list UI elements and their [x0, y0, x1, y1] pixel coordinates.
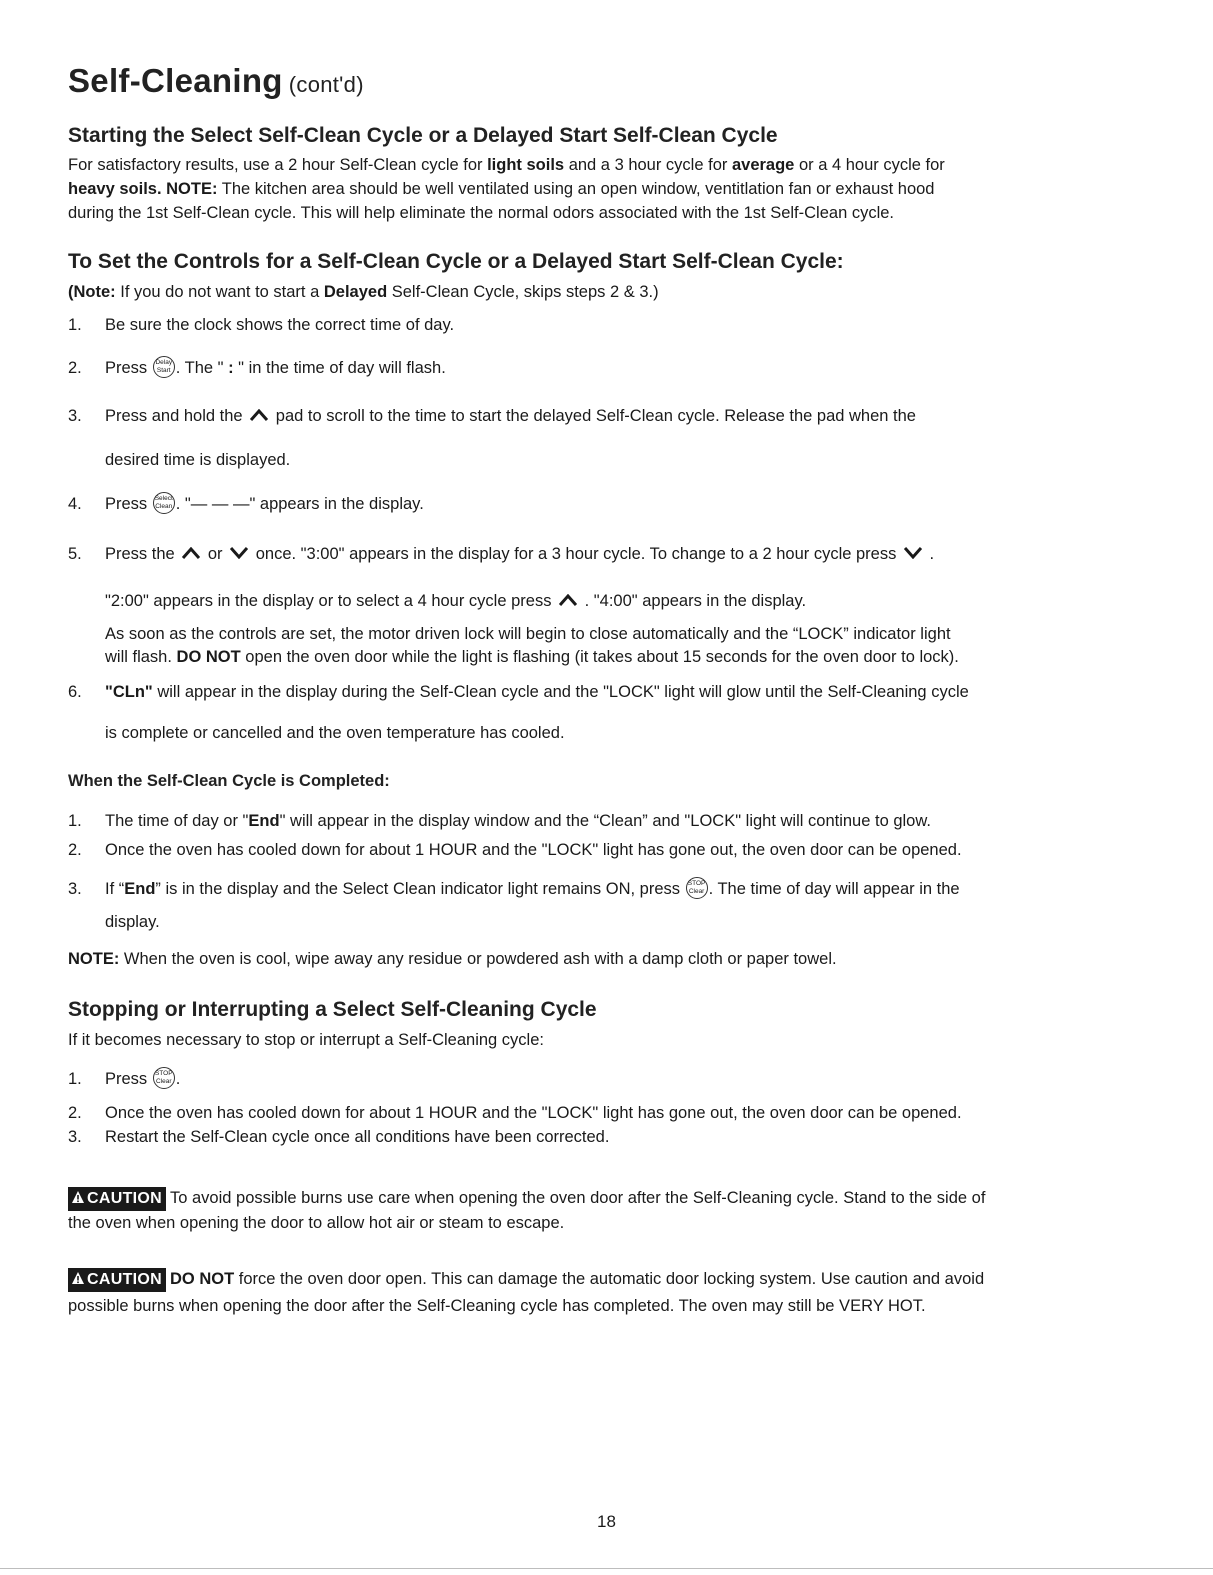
key-label: STOP [687, 879, 706, 887]
key-label: Start [156, 366, 171, 374]
step-text [105, 357, 446, 380]
text: once. "3:00" appears in the display for a 3 hour cycle. To change to a 2 hour cycle press [251, 545, 901, 563]
caution-line [68, 1187, 985, 1211]
text: . [175, 1070, 181, 1088]
step-text [105, 681, 969, 703]
step-number: 2. [68, 359, 82, 377]
key-label: Clear [155, 1077, 172, 1085]
list-item [0, 810, 1213, 832]
step-text [105, 810, 931, 832]
text: . [924, 545, 935, 563]
up-arrow-icon [250, 409, 268, 421]
stop-clear-key-icon [153, 1067, 175, 1089]
list-item [0, 543, 1213, 565]
text: Press the [105, 545, 180, 563]
bold-text: End [124, 880, 156, 898]
bold-text: light soils [487, 156, 565, 174]
delay-start-key-icon [153, 356, 175, 378]
step-number: 5. [68, 545, 82, 563]
step-text: Be sure the clock shows the correct time of day. [105, 316, 455, 334]
down-arrow-icon [904, 547, 922, 559]
step-number: 4. [68, 495, 82, 513]
down-arrow-icon [230, 547, 248, 559]
key-label: Select [154, 494, 173, 502]
caution-badge [68, 1268, 166, 1292]
text: Press [105, 359, 152, 377]
text: will appear in the display during the Self-Clean cycle and the "LOCK" light will glow until the Self-Cleaning cycle [152, 683, 969, 701]
key-label: Delay [155, 358, 173, 366]
section-heading-starting: Starting the Select Self-Clean Cycle or a Delayed Start Self-Clean Cycle [68, 124, 778, 147]
text: Press [105, 1070, 152, 1088]
step-number: 2. [68, 841, 82, 859]
bold-text: DO NOT [169, 1270, 235, 1288]
bold-text: average [731, 156, 795, 174]
text: . "4:00" appears in the display. [580, 592, 807, 610]
step-text: Once the oven has cooled down for about 1 HOUR and the "LOCK" light has gone out, the oven door can be opened. [105, 841, 962, 859]
caution-badge [68, 1187, 166, 1211]
text: and a 3 hour cycle for [564, 156, 732, 174]
step-text: Restart the Self-Clean cycle once all conditions have been corrected. [105, 1128, 610, 1146]
text: "2:00" appears in the display or to select a 4 hour cycle press [105, 592, 557, 610]
step-continuation: desired time is displayed. [105, 451, 291, 469]
text: " will appear in the display window and the “Clean” and "LOCK" light will continue to glow. [279, 812, 931, 830]
step-continuation [105, 646, 959, 668]
paragraph-line: during the 1st Self-Clean cycle. This will help eliminate the normal odors associated with the 1st Self-Clean cycle. [68, 204, 895, 222]
text: The kitchen area should be well ventilated using an open window, ventitlation fan or exhaust hood [217, 180, 935, 198]
text: When the oven is cool, wipe away any residue or powdered ash with a damp cloth or paper towel. [119, 950, 837, 968]
list-item [0, 681, 1213, 703]
text: If you do not want to start a [115, 283, 324, 301]
paragraph-line [68, 154, 945, 176]
caution-line: the oven when opening the door to allow hot air or steam to escape. [68, 1214, 565, 1232]
bold-text: heavy soils. NOTE: [68, 180, 218, 198]
text: or a 4 hour cycle for [794, 156, 945, 174]
text: . "— — —" appears in the display. [175, 495, 424, 513]
paragraph-line: If it becomes necessary to stop or interrupt a Self-Cleaning cycle: [68, 1031, 544, 1049]
bold-text: : [228, 359, 234, 377]
caution-label: CAUTION [87, 1271, 162, 1288]
key-label: STOP [154, 1069, 173, 1077]
step-number: 3. [68, 407, 82, 425]
step-text: Once the oven has cooled down for about 1 HOUR and the "LOCK" light has gone out, the oven door can be opened. [105, 1104, 962, 1122]
page-edge-divider [0, 1568, 1213, 1569]
text: The time of day or " [105, 812, 249, 830]
step-number: 1. [68, 812, 82, 830]
list-item [0, 1126, 1213, 1148]
caution-line [68, 1268, 984, 1292]
text: force the oven door open. This can damage the automatic door locking system. Use caution and avoid [234, 1270, 985, 1288]
step-text [105, 405, 916, 427]
list-item [0, 1102, 1213, 1124]
bold-text: DO NOT [176, 648, 241, 666]
text: pad to scroll to the time to start the delayed Self-Clean cycle. Release the pad when the [271, 407, 916, 425]
step-continuation: display. [105, 913, 160, 931]
bold-text: End [248, 812, 280, 830]
text: or [203, 545, 228, 563]
text: For satisfactory results, use a 2 hour Self-Clean cycle for [68, 156, 488, 174]
step-number: 6. [68, 683, 82, 701]
warning-icon [71, 1271, 85, 1285]
text: Press [105, 495, 152, 513]
text: . The time of day will appear in the [708, 880, 960, 898]
list-item [0, 493, 1213, 515]
list-item [0, 1068, 1213, 1090]
list-item [0, 314, 1213, 336]
step-number: 3. [68, 880, 82, 898]
warning-icon [71, 1190, 85, 1204]
list-item [0, 878, 1213, 900]
bold-text: (Note: [68, 283, 116, 301]
up-arrow-icon [559, 594, 577, 606]
list-item [0, 357, 1213, 379]
step-continuation: As soon as the controls are set, the motor driven lock will begin to close automatically and the “LOCK” indicator light [105, 625, 951, 643]
list-item [0, 405, 1213, 427]
section-heading-stopping: Stopping or Interrupting a Select Self-Cleaning Cycle [68, 998, 597, 1021]
caution-label: CAUTION [87, 1190, 162, 1207]
text: Press and hold the [105, 407, 248, 425]
text: To avoid possible burns use care when opening the oven door after the Self-Cleaning cycle. Stand to the side of [169, 1189, 986, 1207]
step-text [105, 1068, 180, 1091]
paragraph-line [68, 178, 934, 200]
page-title-sub: (cont'd) [288, 72, 364, 97]
text: open the oven door while the light is flashing (it takes about 15 seconds for the oven door to lock). [240, 648, 959, 666]
section-heading-set-controls: To Set the Controls for a Self-Clean Cycle or a Delayed Start Self-Clean Cycle: [68, 250, 844, 273]
page-title-main: Self-Cleaning [68, 62, 283, 99]
note-line [68, 281, 659, 303]
step-text [105, 493, 424, 516]
stop-clear-key-icon [686, 877, 708, 899]
key-label: Clear [688, 887, 705, 895]
text: ” is in the display and the Select Clean indicator light remains ON, press [155, 880, 685, 898]
bold-text: Delayed [323, 283, 388, 301]
page-title [68, 62, 364, 100]
step-text [105, 543, 934, 565]
text: If “ [105, 880, 125, 898]
step-number: 2. [68, 1104, 82, 1122]
bold-text: "CLn" [105, 683, 153, 701]
up-arrow-icon [182, 547, 200, 559]
text: " in the time of day will flash. [233, 359, 446, 377]
step-number: 3. [68, 1128, 82, 1146]
text: . The " [175, 359, 229, 377]
text: Self-Clean Cycle, skips steps 2 & 3.) [387, 283, 659, 301]
step-continuation: is complete or cancelled and the oven temperature has cooled. [105, 724, 565, 742]
step-number: 1. [68, 1070, 82, 1088]
note-line [68, 948, 837, 970]
list-item [0, 839, 1213, 861]
bold-text: NOTE: [68, 950, 120, 968]
key-label: Clean [155, 502, 173, 510]
page-number: 18 [597, 1512, 616, 1531]
text: will flash. [105, 648, 177, 666]
step-number: 1. [68, 316, 82, 334]
step-text [105, 878, 960, 901]
select-clean-key-icon [153, 492, 175, 514]
section-heading-completed: When the Self-Clean Cycle is Completed: [68, 772, 390, 790]
caution-line: possible burns when opening the door after the Self-Cleaning cycle has completed. The oven may still be VERY HOT. [68, 1297, 926, 1315]
step-continuation [105, 590, 806, 612]
